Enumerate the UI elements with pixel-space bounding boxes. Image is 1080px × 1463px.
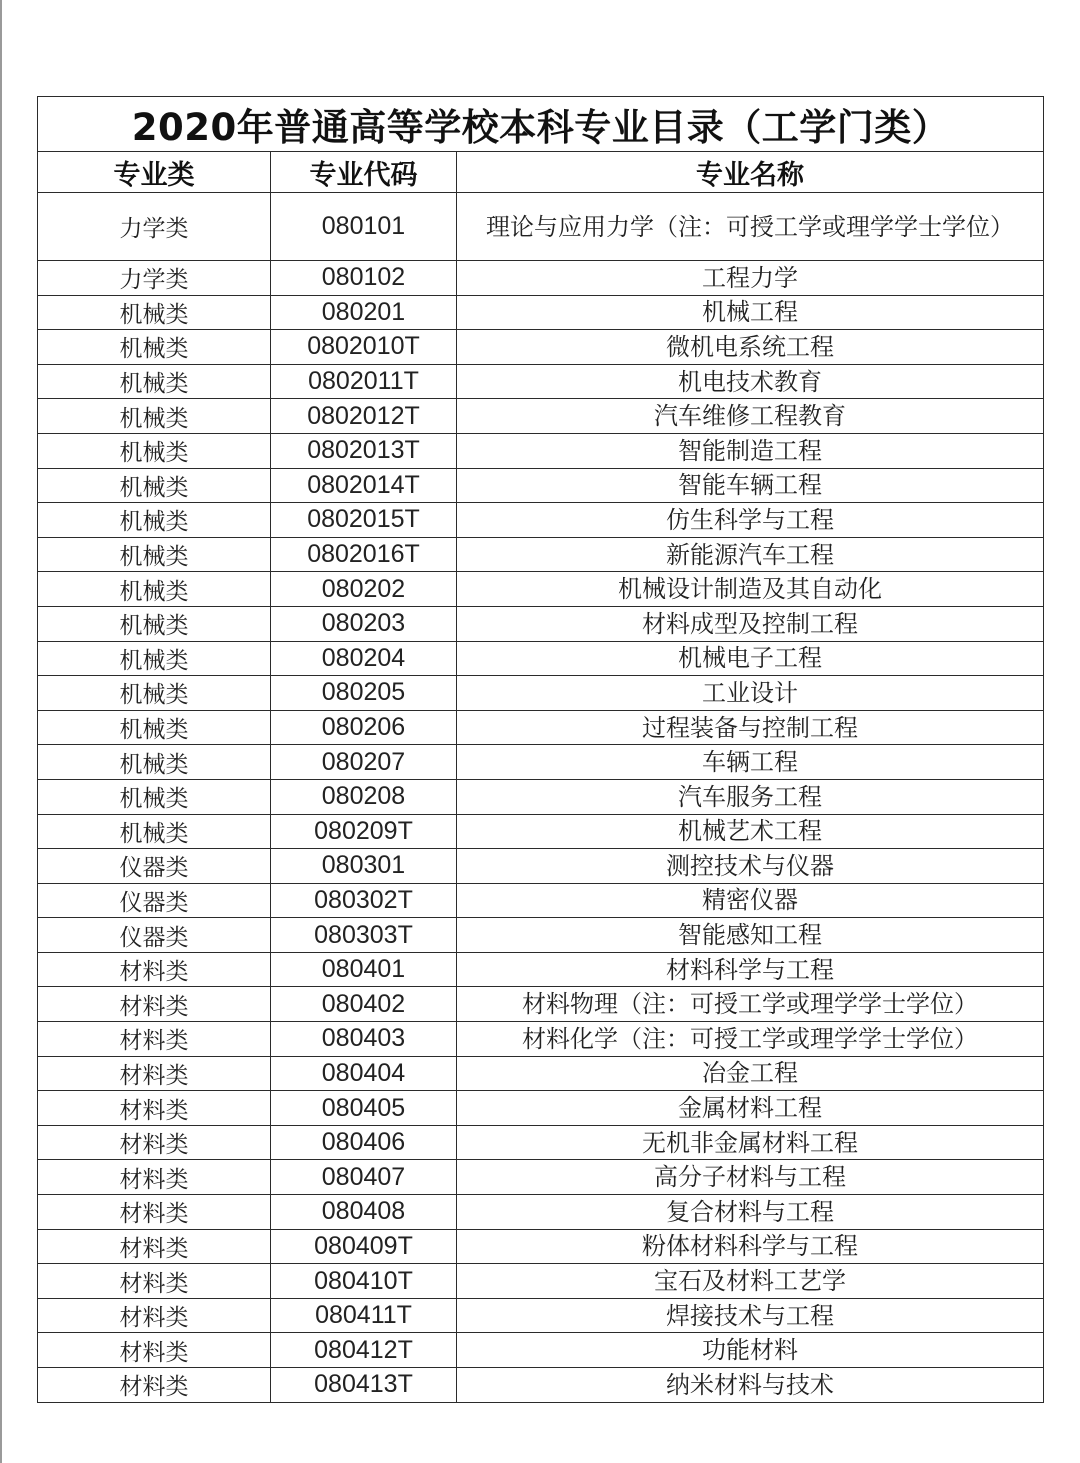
category-cell: 材料类 — [38, 1056, 271, 1091]
table-row — [38, 1368, 1044, 1403]
code-cell: 080302T — [271, 883, 457, 918]
table-row — [38, 1091, 1044, 1126]
name-cell: 测控技术与仪器 — [457, 849, 1044, 884]
name-cell: 纳米材料与技术 — [457, 1368, 1044, 1403]
table-row — [38, 503, 1044, 538]
name-cell: 高分子材料与工程 — [457, 1160, 1044, 1195]
category-cell: 材料类 — [38, 1022, 271, 1057]
category-cell: 机械类 — [38, 399, 271, 434]
code-cell: 080409T — [271, 1229, 457, 1264]
category-cell: 机械类 — [38, 779, 271, 814]
code-cell: 080403 — [271, 1022, 457, 1057]
category-cell: 材料类 — [38, 1125, 271, 1160]
category-cell: 机械类 — [38, 364, 271, 399]
table-row — [38, 433, 1044, 468]
table-row — [38, 1195, 1044, 1230]
name-cell: 冶金工程 — [457, 1056, 1044, 1091]
name-cell: 材料物理（注：可授工学或理学学士学位） — [457, 987, 1044, 1022]
name-cell: 材料科学与工程 — [457, 952, 1044, 987]
category-cell: 材料类 — [38, 1229, 271, 1264]
table-row — [38, 952, 1044, 987]
category-cell: 机械类 — [38, 814, 271, 849]
table-title: 2020年普通高等学校本科专业目录（工学门类） — [38, 97, 1044, 152]
page-edge-divider — [0, 0, 2, 1463]
name-cell: 微机电系统工程 — [457, 330, 1044, 365]
table-row — [38, 330, 1044, 365]
name-cell: 智能车辆工程 — [457, 468, 1044, 503]
table-body — [38, 193, 1044, 1403]
table-row — [38, 779, 1044, 814]
code-cell: 080205 — [271, 676, 457, 711]
name-cell: 材料化学（注：可授工学或理学学士学位） — [457, 1022, 1044, 1057]
table-row — [38, 849, 1044, 884]
table-row — [38, 1022, 1044, 1057]
category-cell: 材料类 — [38, 1264, 271, 1299]
code-cell: 080406 — [271, 1125, 457, 1160]
column-header-name: 专业名称 — [457, 152, 1044, 193]
category-cell: 机械类 — [38, 676, 271, 711]
name-cell: 汽车服务工程 — [457, 779, 1044, 814]
name-cell: 机械设计制造及其自动化 — [457, 572, 1044, 607]
code-cell: 0802010T — [271, 330, 457, 365]
name-cell: 理论与应用力学（注：可授工学或理学学士学位） — [457, 193, 1044, 261]
name-cell: 新能源汽车工程 — [457, 537, 1044, 572]
name-cell: 机械艺术工程 — [457, 814, 1044, 849]
code-cell: 080405 — [271, 1091, 457, 1126]
table-row — [38, 1229, 1044, 1264]
name-cell: 精密仪器 — [457, 883, 1044, 918]
code-cell: 0802015T — [271, 503, 457, 538]
code-cell: 080408 — [271, 1195, 457, 1230]
category-cell: 材料类 — [38, 1160, 271, 1195]
code-cell: 080410T — [271, 1264, 457, 1299]
table-row — [38, 641, 1044, 676]
category-cell: 机械类 — [38, 503, 271, 538]
code-cell: 0802012T — [271, 399, 457, 434]
code-cell: 080208 — [271, 779, 457, 814]
table-row — [38, 676, 1044, 711]
category-cell: 仪器类 — [38, 918, 271, 953]
code-cell: 080411T — [271, 1298, 457, 1333]
code-cell: 080412T — [271, 1333, 457, 1368]
name-cell: 宝石及材料工艺学 — [457, 1264, 1044, 1299]
table-row — [38, 1056, 1044, 1091]
category-cell: 机械类 — [38, 295, 271, 330]
category-cell: 机械类 — [38, 606, 271, 641]
category-cell: 材料类 — [38, 987, 271, 1022]
name-cell: 机械电子工程 — [457, 641, 1044, 676]
category-cell: 机械类 — [38, 745, 271, 780]
category-cell: 力学类 — [38, 261, 271, 296]
name-cell: 工业设计 — [457, 676, 1044, 711]
table-row — [38, 1125, 1044, 1160]
code-cell: 080204 — [271, 641, 457, 676]
table-row — [38, 572, 1044, 607]
name-cell: 机电技术教育 — [457, 364, 1044, 399]
code-cell: 0802016T — [271, 537, 457, 572]
name-cell: 智能感知工程 — [457, 918, 1044, 953]
category-cell: 仪器类 — [38, 883, 271, 918]
category-cell: 材料类 — [38, 1368, 271, 1403]
table-row — [38, 987, 1044, 1022]
code-cell: 080402 — [271, 987, 457, 1022]
column-header-category: 专业类 — [38, 152, 271, 193]
name-cell: 功能材料 — [457, 1333, 1044, 1368]
table-row — [38, 364, 1044, 399]
table-row — [38, 537, 1044, 572]
code-cell: 080207 — [271, 745, 457, 780]
category-cell: 机械类 — [38, 330, 271, 365]
column-header-code: 专业代码 — [271, 152, 457, 193]
name-cell: 工程力学 — [457, 261, 1044, 296]
category-cell: 仪器类 — [38, 849, 271, 884]
name-cell: 焊接技术与工程 — [457, 1298, 1044, 1333]
category-cell: 材料类 — [38, 1195, 271, 1230]
name-cell: 粉体材料科学与工程 — [457, 1229, 1044, 1264]
category-cell: 材料类 — [38, 1333, 271, 1368]
category-cell: 机械类 — [38, 537, 271, 572]
code-cell: 0802014T — [271, 468, 457, 503]
code-cell: 080102 — [271, 261, 457, 296]
major-catalog-table — [37, 96, 1044, 1403]
code-cell: 080404 — [271, 1056, 457, 1091]
code-cell: 080303T — [271, 918, 457, 953]
table-row — [38, 1333, 1044, 1368]
category-cell: 机械类 — [38, 641, 271, 676]
code-cell: 080203 — [271, 606, 457, 641]
category-cell: 机械类 — [38, 710, 271, 745]
name-cell: 汽车维修工程教育 — [457, 399, 1044, 434]
code-cell: 080101 — [271, 193, 457, 261]
name-cell: 金属材料工程 — [457, 1091, 1044, 1126]
name-cell: 仿生科学与工程 — [457, 503, 1044, 538]
category-cell: 材料类 — [38, 952, 271, 987]
table-row — [38, 1298, 1044, 1333]
table-row — [38, 193, 1044, 261]
category-cell: 机械类 — [38, 572, 271, 607]
code-cell: 080407 — [271, 1160, 457, 1195]
category-cell: 机械类 — [38, 433, 271, 468]
table-row — [38, 468, 1044, 503]
table-row — [38, 1264, 1044, 1299]
table-row — [38, 1160, 1044, 1195]
table-row — [38, 883, 1044, 918]
category-cell: 材料类 — [38, 1298, 271, 1333]
category-cell: 材料类 — [38, 1091, 271, 1126]
code-cell: 080401 — [271, 952, 457, 987]
code-cell: 080209T — [271, 814, 457, 849]
code-cell: 080201 — [271, 295, 457, 330]
category-cell: 力学类 — [38, 193, 271, 261]
code-cell: 0802011T — [271, 364, 457, 399]
name-cell: 无机非金属材料工程 — [457, 1125, 1044, 1160]
name-cell: 车辆工程 — [457, 745, 1044, 780]
table-row — [38, 710, 1044, 745]
name-cell: 机械工程 — [457, 295, 1044, 330]
name-cell: 复合材料与工程 — [457, 1195, 1044, 1230]
name-cell: 过程装备与控制工程 — [457, 710, 1044, 745]
table-row — [38, 745, 1044, 780]
name-cell: 材料成型及控制工程 — [457, 606, 1044, 641]
name-cell: 智能制造工程 — [457, 433, 1044, 468]
table-row — [38, 399, 1044, 434]
code-cell: 080301 — [271, 849, 457, 884]
table-row — [38, 918, 1044, 953]
table-row — [38, 261, 1044, 296]
table-row — [38, 606, 1044, 641]
code-cell: 080202 — [271, 572, 457, 607]
code-cell: 0802013T — [271, 433, 457, 468]
table-row — [38, 295, 1044, 330]
table-row — [38, 814, 1044, 849]
code-cell: 080206 — [271, 710, 457, 745]
category-cell: 机械类 — [38, 468, 271, 503]
code-cell: 080413T — [271, 1368, 457, 1403]
